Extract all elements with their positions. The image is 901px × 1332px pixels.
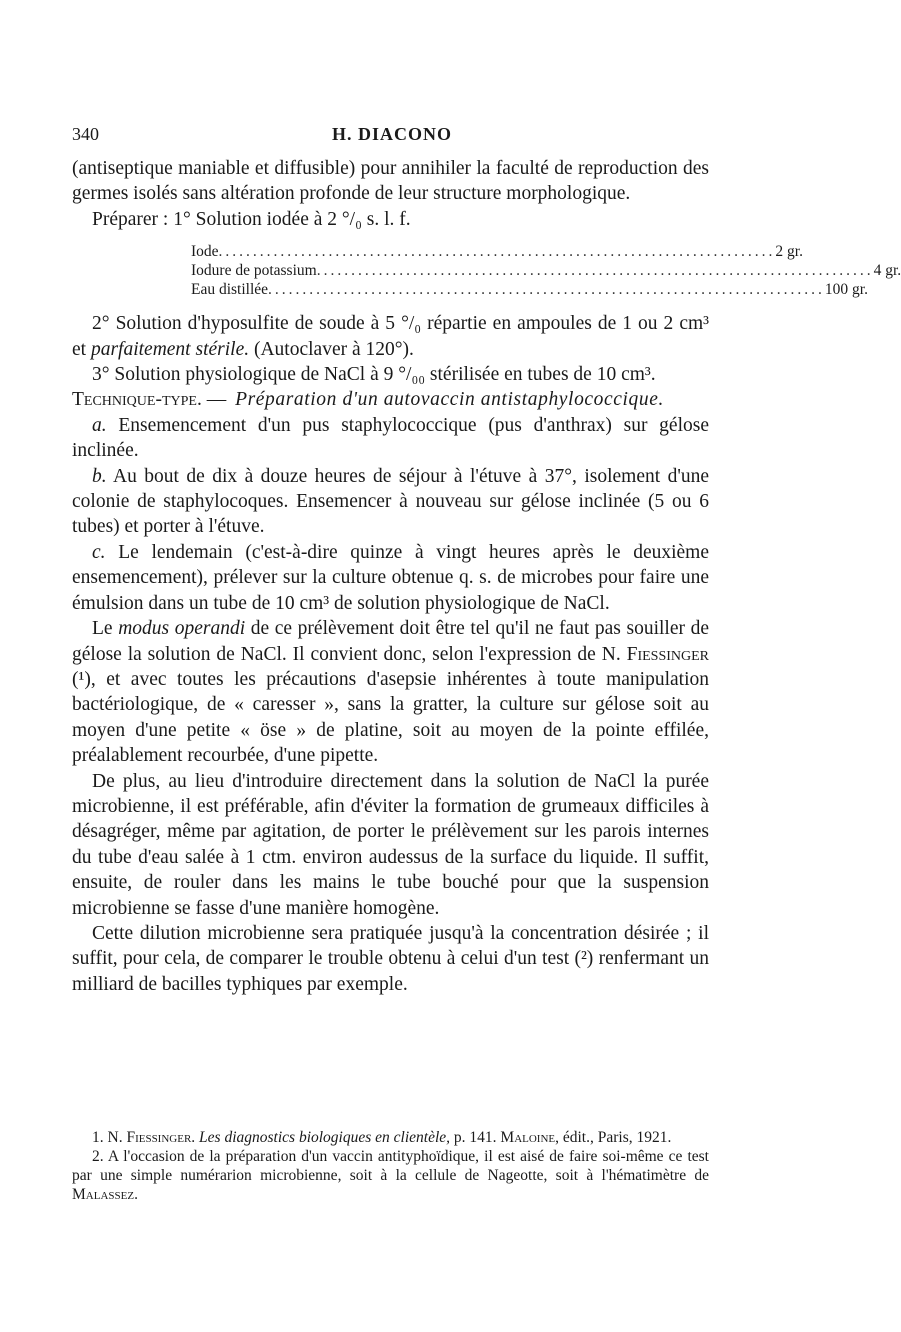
section-heading: [72, 387, 709, 412]
prepare-label: Préparer :: [92, 208, 169, 230]
running-title: H. DIACONO: [331, 124, 452, 144]
running-head: [72, 124, 712, 150]
recipe-ingredient: Iodure de potassium: [191, 262, 317, 280]
step-c-text: Le lendemain (c'est-à-dire quinze à vingt heures après le deuxième ensemencement), prélever sur la culture obtenue q. s. de microbes pour faire une émulsion dans un tube de 10 cm³ de solution physiologique de NaCl.: [72, 541, 709, 614]
footnote-1-number: 1.: [92, 1129, 104, 1146]
modus-italic: modus operandi: [118, 618, 246, 640]
dot-leader: .................................................................................: [218, 243, 776, 261]
footnote-2: [72, 1147, 709, 1204]
intro-paragraph: (antiseptique maniable et diffusible) pour annihiler la faculté de reproduction des germes isolés sans altération profonde de leur structure morphologique.: [72, 158, 709, 205]
item-2-text: 2° Solution d'hyposulfite de soude à 5 °/₀ répartie en ampoules de 1 ou 2 cm³ et: [72, 313, 709, 360]
footnote-1-publisher: Maloine: [500, 1129, 556, 1146]
recipe-quantity: 100 gr.: [824, 281, 868, 299]
modus-middle: de ce prélèvement doit être tel qu'il ne faut pas souiller de gélose la solution de NaCl. Il convient donc, selon l'expression de N.: [72, 618, 710, 665]
section-title: Préparation d'un autovaccin antistaphylococcique.: [235, 389, 664, 411]
recipe-ingredient: Eau distillée: [191, 281, 269, 299]
step-c: [72, 540, 709, 616]
section-label: Technique-type.: [72, 389, 202, 411]
footnote-2-text: A l'occasion de la préparation d'un vaccin antityphoïdique, il est aisé de faire soi-même ce test par une simple numérarion microbienne, soit à la cellule de Nageotte, soit à l'hématimètre de: [72, 1148, 709, 1184]
modus-after: (¹), et avec toutes les précautions d'asepsie inhérentes à toute manipulation bactériologique, de « caresser », sans la gratter, la culture sur gélose soit au moyen d'une petite « öse » de platine, soit au moyen de la pointe effilée, préalablement recourbée, d'une pipette.: [72, 668, 709, 767]
footnote-1-pages: p. 141.: [450, 1129, 501, 1146]
footnotes: [72, 1128, 709, 1204]
footnote-2-number: 2.: [92, 1148, 104, 1165]
step-b-letter: b.: [92, 465, 107, 487]
item-2-italic: parfaitement stérile.: [90, 338, 250, 360]
page-number: 340: [72, 124, 99, 144]
dot-leader: .................................................................................: [316, 262, 874, 280]
recipe-ingredient: Iode: [191, 243, 219, 261]
footnote-1: [72, 1128, 709, 1147]
author-name: Fiessinger: [626, 643, 709, 665]
footnote-2-name: Malassez: [72, 1186, 135, 1203]
recipe-row: [191, 280, 868, 299]
dilution-paragraph: Cette dilution microbienne sera pratiquée jusqu'à la concentration désirée ; il suffit, pour cela, de comparer le trouble obtenu à celui d'un test (²) renfermant un milliard de bacilles typhiques par exemple.: [72, 922, 709, 995]
modus-before: Le: [92, 618, 119, 640]
de-plus-paragraph: De plus, au lieu d'introduire directement dans la solution de NaCl la purée microbienne, il est préférable, afin d'éviter la formation de grumeaux difficiles à désagréger, même par agitation, de porter le prélèvement sur les parois internes du tube d'eau salée à 1 ctm. environ audessus de la surface du liquide. Il suffit, ensuite, de rouler dans les mains le tube bouché pour que la suspension microbienne se fasse d'une manière homogène.: [72, 770, 709, 919]
footnote-2-end: .: [134, 1186, 138, 1203]
step-a-letter: a.: [92, 414, 107, 436]
recipe-list: [191, 242, 901, 299]
step-a: [72, 413, 709, 464]
section-dash: —: [201, 389, 232, 411]
recipe-row: [191, 261, 901, 280]
prepare-item-3: 3° Solution physiologique de NaCl à 9 °/₀₀ stérilisée en tubes de 10 cm³.: [92, 364, 656, 386]
recipe-row: [191, 242, 803, 261]
step-a-text: Ensemencement d'un pus staphylococcique (pus d'anthrax) sur gélose inclinée.: [72, 414, 709, 462]
footnote-1-end: , édit., Paris, 1921.: [555, 1129, 672, 1146]
footnote-1-author: N. Fiessinger.: [107, 1129, 196, 1146]
dot-leader: .................................................................................: [268, 281, 825, 299]
footnote-1-title: Les diagnostics biologiques en clientèle,: [199, 1129, 451, 1146]
modus-paragraph: [72, 616, 709, 768]
recipe-quantity: 4 gr.: [873, 262, 901, 280]
step-b-text: Au bout de dix à douze heures de séjour à l'étuve à 37°, isolement d'une colonie de staphylocoques. Ensemencer à nouveau sur gélose inclinée (5 ou 6 tubes) et porter à l'étuve.: [72, 465, 709, 538]
body-text: [72, 156, 901, 997]
step-b: [72, 464, 709, 540]
recipe-quantity: 2 gr.: [775, 243, 803, 261]
step-c-letter: c.: [92, 541, 106, 563]
item-2-after: (Autoclaver à 120°).: [249, 338, 414, 360]
prepare-item-1: 1° Solution iodée à 2 °/₀ s. l. f.: [173, 208, 411, 230]
prepare-item-2: [72, 311, 709, 362]
prepare-line: [72, 207, 709, 232]
